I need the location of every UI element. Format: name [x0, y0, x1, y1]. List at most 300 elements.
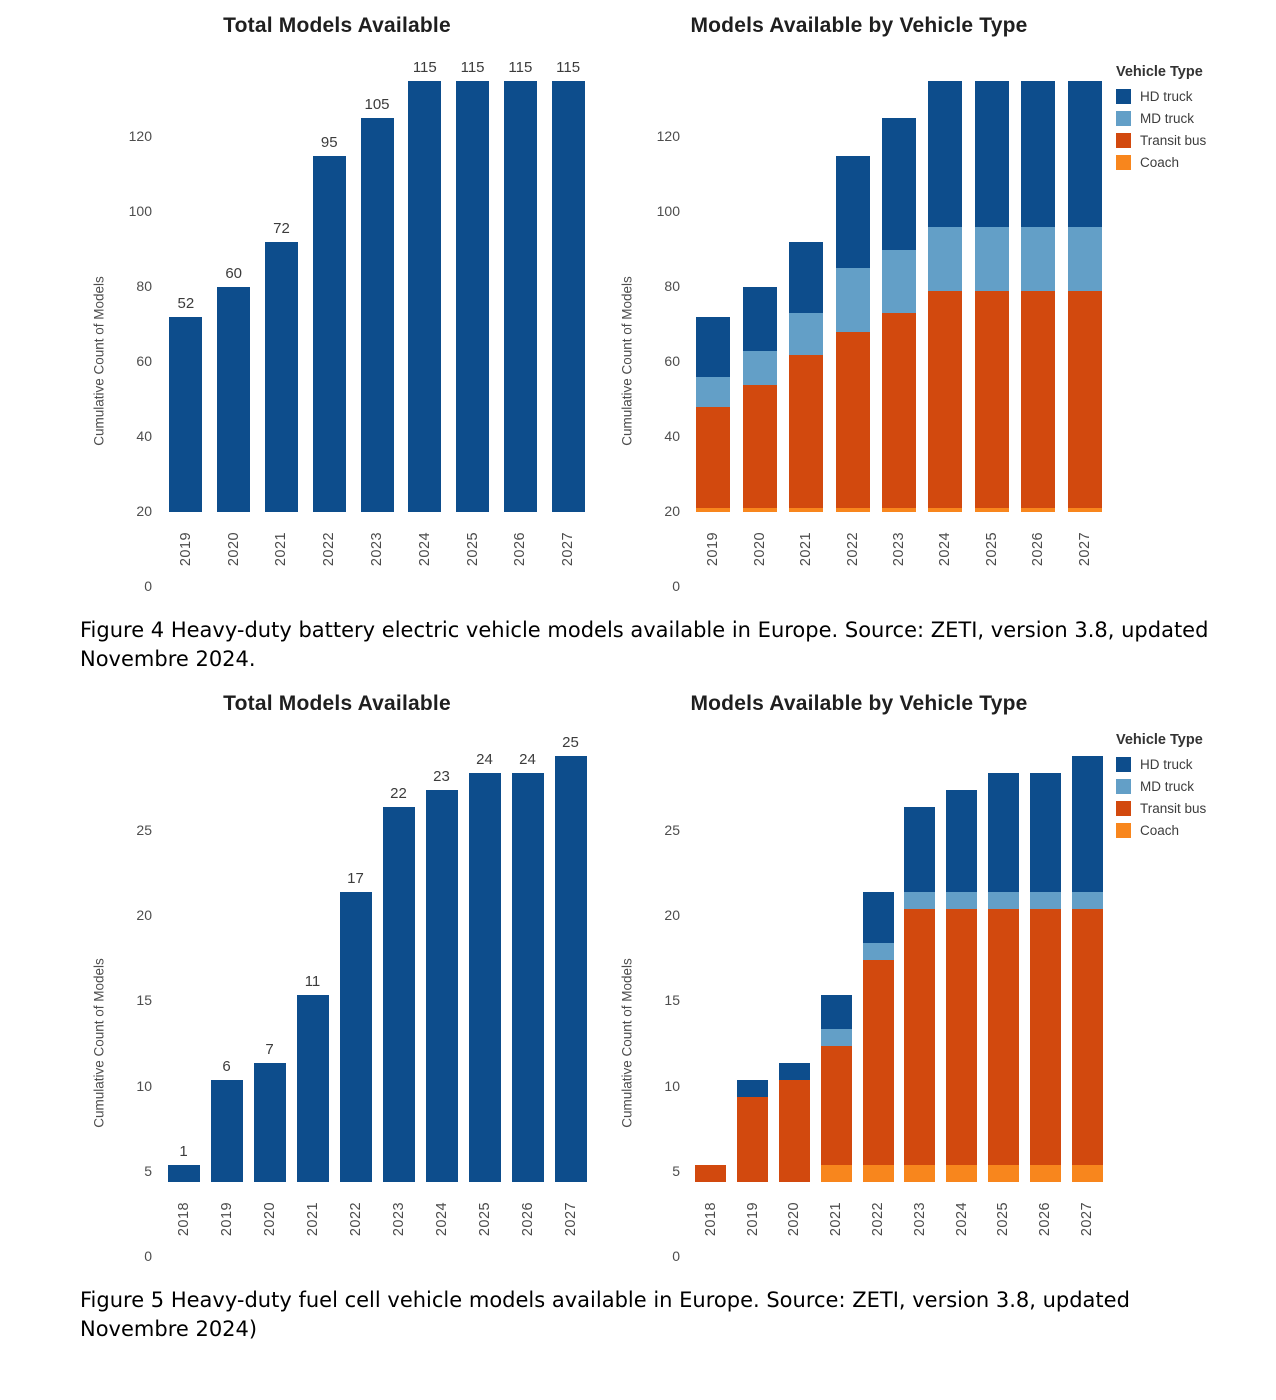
bar-column-2023 [876, 118, 922, 512]
bar-segment-hd-truck [779, 1063, 810, 1080]
x-tick [1024, 1182, 1066, 1256]
bar-fill [297, 995, 329, 1182]
bar-column-2025 [463, 751, 506, 1182]
bar-segment-transit-bus [696, 407, 730, 508]
bar-value-label: 105 [364, 96, 390, 114]
bar-segment-transit-bus [779, 1080, 810, 1182]
bar-segment-md-truck [1030, 892, 1061, 909]
x-tick-label: 2020 [786, 1201, 803, 1237]
bar-2020 [779, 1063, 810, 1182]
x-axis [690, 1182, 1108, 1256]
y-tick-label: 40 [136, 428, 152, 444]
x-tick [210, 512, 258, 586]
x-tick [205, 1182, 248, 1256]
legend [1116, 64, 1268, 177]
x-tick [463, 1182, 506, 1256]
legend-entry-hd-truck [1116, 757, 1268, 772]
md-truck-swatch-icon [1116, 111, 1131, 126]
bar-2024 [408, 81, 441, 512]
x-tick-label: 2024 [953, 1201, 970, 1237]
bar-2025 [988, 773, 1019, 1182]
bar-fill [211, 1080, 243, 1182]
y-axis [116, 128, 162, 594]
bar-2018 [168, 1165, 200, 1182]
legend-title: Vehicle Type [1116, 731, 1203, 748]
coach-swatch-icon [1116, 823, 1131, 838]
bar-segment-transit-bus [904, 909, 935, 1165]
bar-segment-hd-truck [946, 790, 977, 892]
y-tick-label: 100 [128, 203, 152, 219]
bar-column-2019 [162, 295, 210, 512]
bar-segment-hd-truck [1072, 756, 1103, 892]
chart-body [610, 62, 1108, 594]
bar-value-label: 60 [225, 265, 243, 282]
bar-segment-md-truck [975, 227, 1009, 291]
x-tick-label: 2019 [744, 1201, 761, 1237]
bar-2026 [504, 81, 537, 512]
bar-segment-hd-truck [696, 317, 730, 377]
x-tick [291, 1182, 334, 1256]
y-tick-label: 25 [664, 821, 680, 838]
bar-column-2023 [353, 96, 401, 512]
x-tick-label: 2024 [416, 531, 433, 567]
bar-column-2025 [969, 81, 1015, 512]
x-tick [549, 1182, 592, 1256]
legend-label: MD truck [1140, 778, 1194, 794]
x-tick [420, 1182, 463, 1256]
x-tick-label: 2025 [476, 1201, 493, 1237]
x-tick [248, 1182, 291, 1256]
x-tick-label: 2023 [369, 531, 386, 567]
y-axis-title [610, 136, 644, 586]
bar-segment-coach [904, 1165, 935, 1182]
bar-segment-coach [821, 1165, 852, 1182]
bar-segment-transit-bus [882, 313, 916, 508]
fig4-by-vehicle-type-chart [610, 14, 1268, 594]
legend-entry-coach [1116, 823, 1268, 838]
legend-label: HD truck [1140, 89, 1193, 104]
chart-main [82, 691, 592, 1264]
bar-segment-transit-bus [975, 291, 1009, 509]
bar-column-2021 [291, 973, 334, 1182]
bar-fill [169, 317, 202, 512]
x-tick [941, 1182, 983, 1256]
y-tick-label: 5 [672, 1162, 680, 1179]
bar-2025 [975, 81, 1009, 512]
x-tick-label: 2023 [390, 1201, 407, 1237]
bar-segment-hd-truck [928, 81, 962, 227]
x-tick-label: 2027 [1076, 531, 1093, 567]
bar-segment-md-truck [1021, 227, 1055, 291]
bar-column-2026 [1015, 81, 1061, 512]
bar-2021 [265, 242, 298, 512]
bar-value-label: 72 [273, 220, 290, 237]
x-tick-label: 2023 [890, 531, 907, 567]
x-tick [829, 512, 875, 586]
bar-fill [512, 773, 544, 1182]
bar-segment-transit-bus [789, 355, 823, 509]
x-tick-label: 2026 [1030, 531, 1047, 567]
bar-column-2024 [420, 768, 463, 1182]
bar-2024 [928, 81, 962, 512]
bar-2023 [904, 807, 935, 1182]
bar-column-2027 [549, 734, 592, 1182]
x-tick-label: 2023 [911, 1201, 928, 1237]
bar-segment-transit-bus [836, 332, 870, 508]
bar-segment-md-truck [882, 250, 916, 314]
y-tick-label: 20 [664, 503, 680, 519]
figure5-caption: Figure 5 Heavy-duty fuel cell vehicle models available in Europe. Source: ZETI, version 3.8, updated Novembre 2024) [80, 1287, 1130, 1341]
x-tick-label: 2021 [798, 531, 815, 567]
x-tick [899, 1182, 941, 1256]
x-tick-label: 2024 [433, 1201, 450, 1237]
chart-title: Total Models Available [223, 691, 451, 715]
bar-2027 [1068, 81, 1102, 512]
bar-segment-transit-bus [821, 1046, 852, 1165]
y-tick-label: 120 [656, 128, 680, 144]
chart-main [610, 14, 1108, 594]
chart-title: Total Models Available [223, 14, 451, 37]
fig5-by-vehicle-type-chart [610, 691, 1268, 1264]
y-axis-title-text: Cumulative Count of Models [91, 276, 107, 446]
bar-fill [469, 773, 501, 1182]
bar-2026 [512, 773, 544, 1182]
x-tick-label: 2022 [321, 531, 338, 567]
bar-segment-hd-truck [988, 773, 1019, 892]
bar-2020 [217, 287, 250, 512]
bar-segment-md-truck [1068, 227, 1102, 291]
plot-area [690, 62, 1108, 512]
x-tick-label: 2021 [828, 1201, 845, 1237]
x-tick-label: 2020 [261, 1201, 278, 1237]
bar-2022 [836, 156, 870, 512]
bar-fill [217, 287, 250, 512]
x-tick-label: 2025 [464, 531, 481, 567]
transit-bus-swatch-icon [1116, 133, 1131, 148]
x-tick-label: 2018 [702, 1201, 719, 1237]
x-tick-label: 2019 [218, 1201, 235, 1237]
bar-2027 [552, 81, 585, 512]
transit-bus-swatch-icon [1116, 801, 1131, 816]
y-axis [116, 821, 162, 1264]
bar-2022 [313, 156, 346, 512]
bar-2023 [361, 118, 394, 512]
bar-fill [456, 81, 489, 512]
y-axis-title [82, 136, 116, 586]
legend-entry-coach [1116, 155, 1268, 170]
y-tick-label: 120 [128, 128, 152, 144]
x-tick [401, 512, 449, 586]
bar-2021 [297, 995, 329, 1182]
x-tick [736, 512, 782, 586]
bar-2023 [882, 118, 916, 512]
bar-segment-md-truck [988, 892, 1019, 909]
x-tick [774, 1182, 816, 1256]
bar-column-2026 [1024, 773, 1066, 1182]
bar-2019 [169, 317, 202, 512]
bar-segment-md-truck [904, 892, 935, 909]
x-axis [690, 512, 1108, 586]
bar-value-label: 6 [222, 1057, 231, 1075]
legend-label: MD truck [1140, 111, 1194, 126]
bar-value-label: 115 [460, 58, 485, 76]
y-tick-label: 20 [664, 907, 680, 924]
figure4-caption: Figure 4 Heavy-duty battery electric vehicle models available in Europe. Source: ZETI, version 3.8, updated Novembre 2024. [80, 618, 1209, 671]
x-tick [162, 512, 210, 586]
bar-2027 [555, 756, 587, 1182]
x-tick-label: 2026 [519, 1201, 536, 1237]
plot-column [690, 756, 1108, 1256]
bar-fill [313, 156, 346, 512]
x-tick [1066, 1182, 1108, 1256]
plot-column [162, 58, 592, 586]
plot-column [690, 62, 1108, 586]
bar-value-label: 115 [556, 58, 581, 76]
bar-column-2022 [334, 870, 377, 1182]
y-tick-label: 60 [136, 353, 152, 369]
bar-fill [168, 1165, 200, 1182]
bar-segment-hd-truck [975, 81, 1009, 227]
x-tick-label: 2021 [304, 1201, 321, 1237]
y-tick-label: 10 [664, 1077, 680, 1094]
x-tick [783, 512, 829, 586]
x-tick [857, 1182, 899, 1256]
bar-segment-transit-bus [1068, 291, 1102, 509]
bar-segment-hd-truck [789, 242, 823, 313]
y-axis-title [82, 830, 116, 1256]
legend-entry-transit-bus [1116, 133, 1268, 148]
bar-fill [383, 807, 415, 1182]
y-tick-label: 15 [664, 992, 680, 1009]
bar-segment-md-truck [836, 268, 870, 332]
bar-column-2020 [736, 287, 782, 512]
bar-2020 [254, 1063, 286, 1182]
x-tick [690, 512, 736, 586]
bar-value-label: 115 [508, 58, 533, 76]
bar-segment-hd-truck [737, 1080, 768, 1097]
bar-value-label: 1 [179, 1142, 188, 1160]
x-tick-label: 2022 [844, 531, 861, 567]
bar-2023 [383, 807, 415, 1182]
bar-column-2027 [1066, 756, 1108, 1182]
x-tick-label: 2022 [347, 1201, 364, 1237]
bar-segment-hd-truck [882, 118, 916, 249]
bar-segment-coach [1072, 1165, 1103, 1182]
x-tick-label: 2025 [995, 1201, 1012, 1237]
chart-body [82, 58, 592, 594]
bar-value-label: 17 [347, 870, 364, 888]
x-tick [506, 1182, 549, 1256]
bar-segment-hd-truck [863, 892, 894, 943]
legend-entry-md-truck [1116, 779, 1268, 794]
bar-segment-hd-truck [1068, 81, 1102, 227]
y-axis [644, 128, 690, 594]
bar-column-2024 [941, 790, 983, 1182]
bar-segment-transit-bus [863, 960, 894, 1164]
figure5-charts-row [0, 680, 1276, 1264]
bar-column-2020 [248, 1041, 291, 1182]
y-tick-label: 25 [136, 821, 152, 838]
y-tick-label: 60 [664, 353, 680, 369]
x-tick [353, 512, 401, 586]
bar-2026 [1021, 81, 1055, 512]
bar-value-label: 25 [562, 733, 579, 751]
legend-title: Vehicle Type [1116, 64, 1203, 80]
bar-column-2025 [449, 59, 497, 512]
bar-column-2022 [829, 156, 875, 512]
chart-main [610, 691, 1108, 1264]
bar-column-2023 [899, 807, 941, 1182]
chart-title: Models Available by Vehicle Type [690, 691, 1028, 715]
bar-segment-transit-bus [1021, 291, 1055, 509]
x-tick [305, 512, 353, 586]
hd-truck-swatch-icon [1116, 89, 1131, 104]
bar-value-label: 24 [519, 750, 536, 768]
x-tick-label: 2027 [1079, 1201, 1096, 1237]
chart-body [82, 733, 592, 1264]
x-tick-label: 2019 [705, 531, 722, 567]
bar-2024 [426, 790, 458, 1182]
bar-column-2021 [783, 242, 829, 512]
fig4-total-models-chart [82, 14, 592, 594]
bar-column-2022 [857, 892, 899, 1182]
legend-entry-md-truck [1116, 111, 1268, 126]
y-tick-label: 80 [664, 278, 680, 294]
coach-swatch-icon [1116, 155, 1131, 170]
bar-segment-md-truck [789, 313, 823, 354]
x-tick-label: 2026 [512, 531, 529, 567]
bar-column-2018 [162, 1143, 205, 1182]
bar-segment-transit-bus [1072, 909, 1103, 1165]
hd-truck-swatch-icon [1116, 757, 1131, 772]
bar-column-2024 [401, 59, 449, 512]
bar-segment-transit-bus [695, 1165, 726, 1182]
x-tick [449, 512, 497, 586]
figure4-charts-row [0, 0, 1276, 594]
bar-segment-transit-bus [946, 909, 977, 1165]
x-tick [258, 512, 306, 586]
bar-segment-hd-truck [743, 287, 777, 351]
bar-fill [408, 81, 441, 512]
y-tick-label: 80 [136, 278, 152, 294]
bar-fill [504, 81, 537, 512]
bar-2022 [863, 892, 894, 1182]
x-tick-label: 2027 [560, 531, 577, 567]
x-tick [876, 512, 922, 586]
bar-segment-hd-truck [836, 156, 870, 269]
bar-2027 [1072, 756, 1103, 1182]
legend [1116, 732, 1268, 845]
bar-segment-coach [1030, 1165, 1061, 1182]
x-tick-label: 2027 [562, 1201, 579, 1237]
bar-2019 [211, 1080, 243, 1182]
x-tick [334, 1182, 377, 1256]
bar-column-2026 [506, 751, 549, 1182]
legend-label: Coach [1140, 822, 1180, 838]
y-tick-label: 5 [144, 1162, 152, 1179]
y-tick-label: 0 [672, 1247, 680, 1264]
bar-segment-md-truck [1072, 892, 1103, 909]
bar-2019 [696, 317, 730, 512]
chart-main [82, 14, 592, 594]
bar-value-label: 115 [412, 58, 437, 76]
x-tick [922, 512, 968, 586]
bar-segment-transit-bus [743, 385, 777, 509]
y-axis [644, 821, 690, 1264]
x-tick-label: 2025 [983, 531, 1000, 567]
bar-segment-md-truck [863, 943, 894, 960]
bar-segment-coach [863, 1165, 894, 1182]
chart-title: Models Available by Vehicle Type [690, 14, 1028, 37]
x-tick [1062, 512, 1108, 586]
bar-2020 [743, 287, 777, 512]
bar-column-2027 [1062, 81, 1108, 512]
bar-column-2019 [732, 1080, 774, 1182]
bar-segment-md-truck [696, 377, 730, 407]
bar-2019 [737, 1080, 768, 1182]
x-tick [969, 512, 1015, 586]
bar-fill [265, 242, 298, 512]
x-tick [1015, 512, 1061, 586]
x-tick-label: 2019 [177, 531, 194, 567]
y-tick-label: 0 [672, 578, 680, 594]
y-axis-title-text: Cumulative Count of Models [619, 276, 635, 446]
bar-segment-coach [946, 1165, 977, 1182]
x-axis [162, 1182, 592, 1256]
bar-2021 [789, 242, 823, 512]
bar-column-2018 [690, 1165, 732, 1182]
bar-column-2019 [205, 1058, 248, 1182]
x-tick-label: 2021 [273, 531, 290, 567]
bar-value-label: 7 [265, 1040, 274, 1058]
bar-column-2023 [377, 785, 420, 1182]
bar-2026 [1030, 773, 1061, 1182]
bar-2022 [340, 892, 372, 1182]
bar-segment-coach [988, 1165, 1019, 1182]
bar-value-label: 11 [304, 972, 321, 990]
x-tick [690, 1182, 732, 1256]
bar-segment-md-truck [928, 227, 962, 291]
y-tick-label: 10 [136, 1077, 152, 1094]
chart-body [610, 756, 1108, 1264]
bar-column-2024 [922, 81, 968, 512]
bar-column-2021 [258, 220, 306, 512]
bar-value-label: 23 [433, 768, 450, 786]
x-tick-label: 2018 [175, 1201, 192, 1237]
bar-segment-transit-bus [1030, 909, 1061, 1165]
bar-2018 [695, 1165, 726, 1182]
x-tick-label: 2020 [225, 531, 242, 567]
y-axis-title-text: Cumulative Count of Models [619, 958, 635, 1128]
x-tick [496, 512, 544, 586]
x-axis [162, 512, 592, 586]
md-truck-swatch-icon [1116, 779, 1131, 794]
y-tick-label: 15 [136, 992, 152, 1009]
bar-column-2026 [496, 59, 544, 512]
legend-label: Transit bus [1140, 800, 1207, 816]
legend-label: Coach [1140, 155, 1180, 170]
legend-entry-hd-truck [1116, 89, 1268, 104]
bar-fill [361, 118, 394, 512]
legend-entry-transit-bus [1116, 801, 1268, 816]
bar-fill [555, 756, 587, 1182]
legend-label: HD truck [1140, 756, 1193, 772]
y-tick-label: 20 [136, 907, 152, 924]
plot-area [162, 733, 592, 1182]
bar-segment-transit-bus [928, 291, 962, 509]
bar-segment-md-truck [946, 892, 977, 909]
bar-column-2021 [815, 995, 857, 1182]
